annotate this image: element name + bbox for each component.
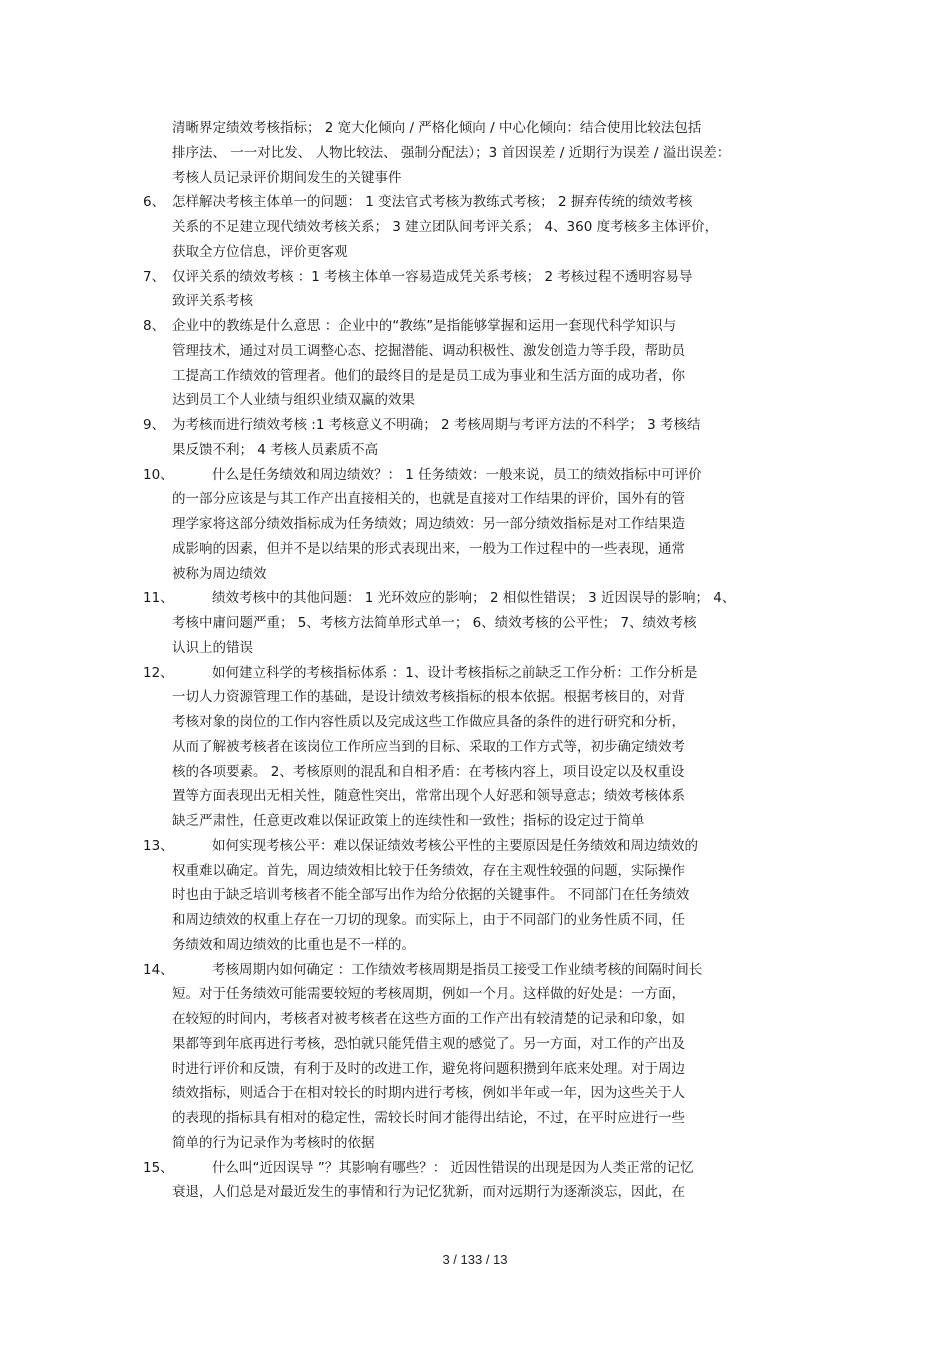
text-line: 理学家将这部分绩效指标成为任务绩效；周边绩效：另一部分绩效指标是对工作结果造 xyxy=(172,516,685,532)
text-line: 清晰界定绩效考核指标； 2 宽大化倾向 / 严格化倾向 / 中心化倾向：结合使用比较法包括 xyxy=(172,120,702,136)
text-line: 时也由于缺乏培训考核者不能全部写出作为给分依据的关键事件。 不同部门在任务绩效 xyxy=(172,887,690,903)
item-number: 13、 xyxy=(143,838,174,854)
text-line: 关系的不足建立现代绩效考核关系； 3 建立团队间考评关系； 4、360 度考核多主体评价， xyxy=(172,219,719,235)
text-line: 置等方面表现出无相关性，随意性突出，常常出现个人好恶和领导意志；绩效考核体系 xyxy=(172,788,685,804)
item-number: 14、 xyxy=(143,962,174,978)
text-line: 认识上的错误 xyxy=(172,640,253,656)
text-line: 获取全方位信息，评价更客观 xyxy=(172,244,348,260)
text-line: 核的各项要素。 2、考核原则的混乱和自相矛盾：在考核内容上，项目设定以及权重设 xyxy=(172,764,685,780)
text-line: 排序法、 一一对比发、 人物比较法、 强制分配法）；3 首因误差 / 近期行为误差 / 溢出误差： xyxy=(172,145,731,161)
item-number: 10、 xyxy=(143,467,174,483)
text-line: 为考核而进行绩效考核 :1 考核意义不明确； 2 考核周期与考评方法的不科学； 3 考核结 xyxy=(172,417,701,433)
text-line: 如何建立科学的考核指标体系 ：1、设计考核指标之前缺乏工作分析：工作分析是 xyxy=(212,665,698,681)
text-line: 仅评关系的绩效考核 ：1 考核主体单一容易造成凭关系考核； 2 考核过程不透明容易导 xyxy=(172,269,693,285)
text-line: 权重难以确定。首先，周边绩效相比较于任务绩效，存在主观性较强的问题，实际操作 xyxy=(172,863,685,879)
text-line: 考核对象的岗位的工作内容性质以及完成这些工作做应具备的条件的进行研究和分析， xyxy=(172,714,685,730)
text-line: 一切人力资源管理工作的基础，是设计绩效考核指标的根本依据。根据考核目的，对背 xyxy=(172,689,685,705)
item-number: 8、 xyxy=(143,318,166,334)
text-line: 企业中的教练是什么意思 ：企业中的“教练”是指能够掌握和运用一套现代科学知识与 xyxy=(172,318,677,334)
text-line: 在较短的时间内，考核者对被考核者在这些方面的工作产出有较清楚的记录和印象，如 xyxy=(172,1011,685,1027)
text-line: 从而了解被考核者在该岗位工作所应当到的目标、采取的工作方式等，初步确定绩效考 xyxy=(172,739,685,755)
text-line: 时进行评价和反馈，有利于及时的改进工作，避免将问题积攒到年底来处理。对于周边 xyxy=(172,1061,685,1077)
text-line: 的一部分应该是与其工作产出直接相关的，也就是直接对工作结果的评价，国外有的管 xyxy=(172,491,685,507)
text-line: 成影响的因素，但并不是以结果的形式表现出来，一般为工作过程中的一些表现，通常 xyxy=(172,541,685,557)
text-line: 管理技术，通过对员工调整心态、挖掘潜能、调动积极性、激发创造力等手段，帮助员 xyxy=(172,343,685,359)
item-number: 15、 xyxy=(143,1160,174,1176)
text-line: 考核周期内如何确定 ：工作绩效考核周期是指员工接受工作业绩考核的间隔时间长 xyxy=(212,962,703,978)
page-number: 3 / 133 / 13 xyxy=(442,1252,508,1267)
text-line: 果反馈不利； 4 考核人员素质不高 xyxy=(172,442,379,458)
item-number: 7、 xyxy=(143,269,166,285)
text-line: 什么是任务绩效和周边绩效？： 1 任务绩效：一般来说，员工的绩效指标中可评价 xyxy=(212,467,702,483)
text-line: 和周边绩效的权重上存在一刀切的现象。而实际上，由于不同部门的业务性质不同，任 xyxy=(172,912,685,928)
item-number: 12、 xyxy=(143,665,174,681)
text-line: 如何实现考核公平：难以保证绩效考核公平性的主要原因是任务绩效和周边绩效的 xyxy=(212,838,698,854)
text-line: 务绩效和周边绩效的比重也是不一样的。 xyxy=(172,937,415,953)
text-line: 致评关系考核 xyxy=(172,293,253,309)
text-line: 的表现的指标具有相对的稳定性，需较长时间才能得出结论，不过，在平时应进行一些 xyxy=(172,1110,685,1126)
text-line: 绩效指标，则适合于在相对较长的时期内进行考核，例如半年或一年，因为这些关于人 xyxy=(172,1085,685,1101)
text-line: 缺乏严肃性，任意更改难以保证政策上的连续性和一致性；指标的设定过于简单 xyxy=(172,813,645,829)
text-line: 怎样解决考核主体单一的问题： 1 变法官式考核为教练式考核； 2 摒弃传统的绩效考核 xyxy=(172,194,693,210)
item-number: 11、 xyxy=(143,590,174,606)
text-line: 什么叫“近因误导 ”？其影响有哪些？： 近因性错误的出现是因为人类正常的记忆 xyxy=(212,1160,694,1176)
text-line: 简单的行为记录作为考核时的依据 xyxy=(172,1135,375,1151)
text-line: 果都等到年底再进行考核，恐怕就只能凭借主观的感觉了。另一方面，对工作的产出及 xyxy=(172,1036,685,1052)
text-line: 衰退，人们总是对最近发生的事情和行为记忆犹新，而对远期行为逐渐淡忘，因此，在 xyxy=(172,1184,685,1200)
text-line: 绩效考核中的其他问题： 1 光环效应的影响； 2 相似性错误； 3 近因误导的影响； 4、 xyxy=(212,590,736,606)
text-line: 工提高工作绩效的管理者。他们的最终目的是是员工成为事业和生活方面的成功者，你 xyxy=(172,368,685,384)
item-number: 9、 xyxy=(143,417,166,433)
text-line: 考核人员记录评价期间发生的关键事件 xyxy=(172,170,402,186)
item-number: 6、 xyxy=(143,194,166,210)
text-line: 达到员工个人业绩与组织业绩双赢的效果 xyxy=(172,392,415,408)
text-line: 短。对于任务绩效可能需要较短的考核周期，例如一个月。这样做的好处是：一方面， xyxy=(172,986,685,1002)
text-line: 被称为周边绩效 xyxy=(172,566,267,582)
text-line: 考核中庸问题严重； 5、考核方法简单形式单一； 6、绩效考核的公平性； 7、绩效考核 xyxy=(172,615,697,631)
